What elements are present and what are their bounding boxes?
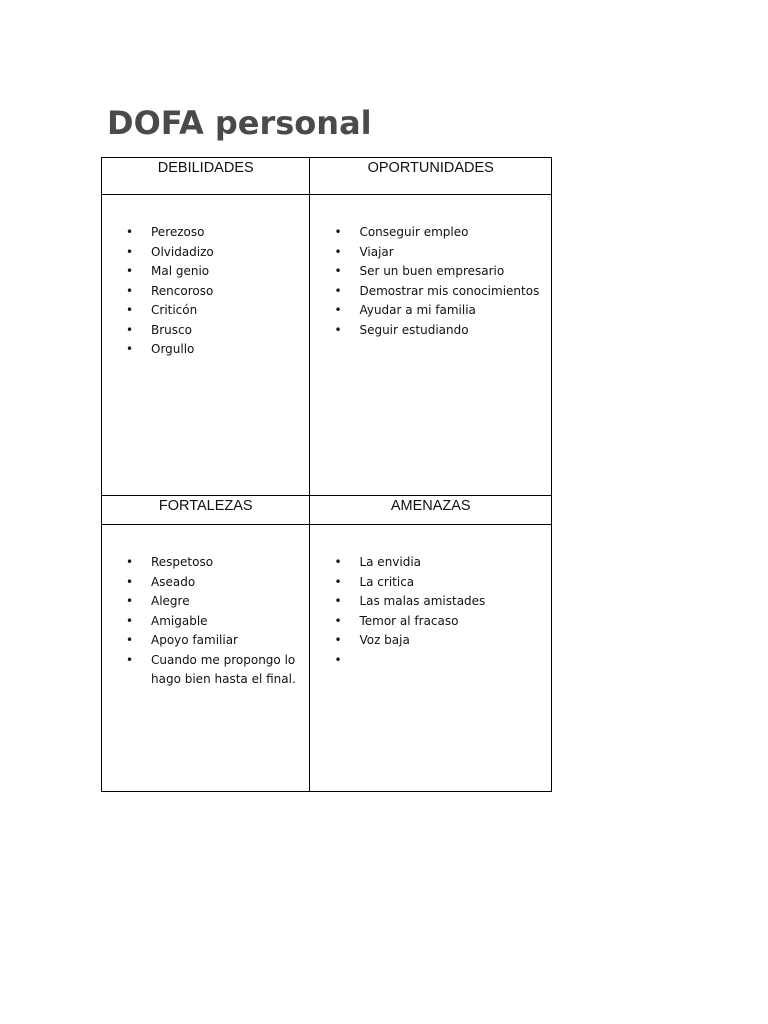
page-title: DOFA personal [107,104,372,142]
debilidades-cell [102,195,310,496]
bullet-icon: • [126,342,134,356]
bullet-icon: • [126,555,134,569]
list-item [102,651,309,690]
body-row-top [102,195,552,496]
list-item-text: Conseguir empleo [359,225,469,239]
amenazas-cell [310,525,552,792]
list-item [102,340,309,360]
list-item-text: Aseado [151,574,196,589]
list-item-text: Cuando me propongo lo hago bien hasta el final. [151,652,296,686]
bullet-icon: • [126,283,134,298]
list-item-text: Viajar [359,244,394,259]
amenazas-list [310,525,551,667]
fortalezas-header: FORTALEZAS [102,496,310,525]
list-item [102,592,309,612]
list-item-text: Alegre [151,594,190,608]
bullet-icon: • [126,594,134,608]
bullet-icon: • [126,264,134,278]
list-item-text: Ser un buen empresario [359,264,505,278]
list-item [102,612,309,632]
bullet-icon: • [126,244,134,259]
list-item-text: Rencoroso [151,283,214,298]
list-item [310,223,551,243]
bullet-icon: • [334,633,342,647]
list-item [102,631,309,651]
body-row-bottom [102,525,552,792]
bullet-icon: • [126,633,134,647]
fortalezas-list [102,525,309,690]
list-item [102,223,309,243]
list-item [310,592,551,612]
amenazas-header: AMENAZAS [310,496,552,525]
list-item-text: Demostrar mis conocimientos [359,283,540,298]
list-item [102,262,309,282]
list-item [310,262,551,282]
list-item-text: Olvidadizo [151,244,214,259]
header-row-top [102,158,552,195]
list-item [310,282,551,302]
list-item-text: Ayudar a mi familia [359,303,476,317]
list-item [310,631,551,651]
debilidades-list [102,195,309,360]
oportunidades-header: OPORTUNIDADES [310,158,552,195]
fortalezas-cell [102,525,310,792]
list-item-text: Seguir estudiando [359,322,469,337]
bullet-icon: • [126,652,134,667]
debilidades-header: DEBILIDADES [102,158,310,195]
bullet-icon: • [334,652,342,667]
list-item-text: Orgullo [151,342,195,356]
list-item-text: Criticón [151,303,198,317]
bullet-icon: • [334,574,342,589]
list-item [102,321,309,341]
list-item-text: Apoyo familiar [151,633,238,647]
list-item-text: La envidia [359,555,422,569]
oportunidades-list [310,195,551,340]
list-item [310,321,551,341]
bullet-icon: • [334,303,342,317]
oportunidades-cell [310,195,552,496]
list-item-text: Las malas amistades [359,594,486,608]
bullet-icon: • [126,613,134,628]
bullet-icon: • [334,613,342,628]
list-item-text: Temor al fracaso [359,613,459,628]
list-item-text: La critica [359,574,415,589]
header-row-bottom [102,496,552,525]
bullet-icon: • [334,244,342,259]
list-item-text: Amigable [151,613,208,628]
list-item [310,573,551,593]
dofa-table [101,157,552,792]
bullet-icon: • [334,283,342,298]
bullet-icon: • [126,574,134,589]
bullet-icon: • [334,555,342,569]
bullet-icon: • [126,225,134,239]
list-item-text: Perezoso [151,225,205,239]
list-item [102,573,309,593]
list-item-text: Mal genio [151,264,210,278]
list-item [102,243,309,263]
bullet-icon: • [334,322,342,337]
list-item [310,612,551,632]
bullet-icon: • [334,225,342,239]
list-item-text: Voz baja [359,633,410,647]
bullet-icon: • [334,594,342,608]
bullet-icon: • [126,303,134,317]
list-item [310,553,551,573]
list-item-text: Respetoso [151,555,214,569]
bullet-icon: • [334,264,342,278]
list-item-text: Brusco [151,322,192,337]
list-item [102,282,309,302]
list-item [310,243,551,263]
list-item [310,301,551,321]
bullet-icon: • [126,322,134,337]
list-item [102,553,309,573]
list-item [102,301,309,321]
